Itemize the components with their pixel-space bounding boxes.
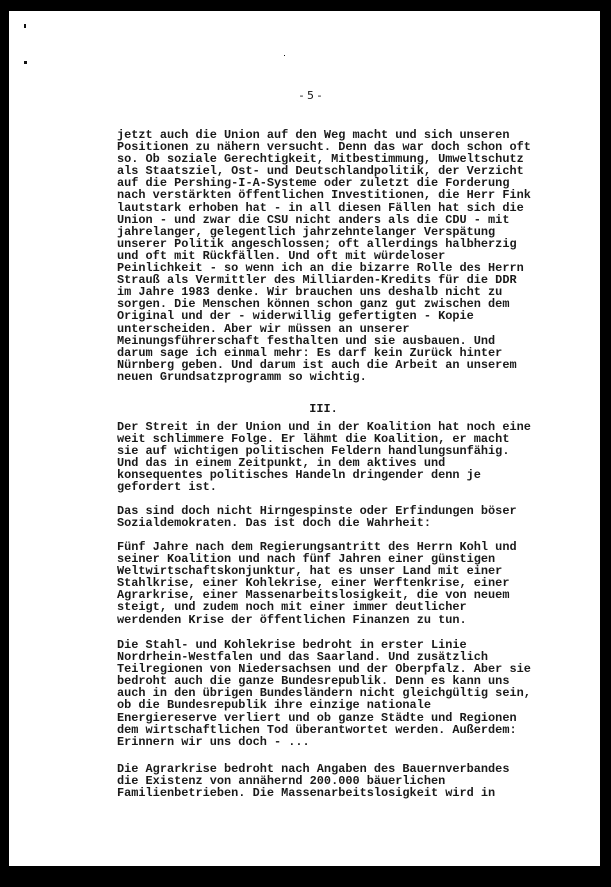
text-line: neuen Grundsatzprogramm so wichtig. bbox=[117, 369, 367, 384]
text-line: Die Agrarkrise bedroht nach Angaben des Bauernverbandes bbox=[117, 762, 510, 776]
paragraph bbox=[117, 763, 509, 799]
text-line: seiner Koalition und nach fünf Jahren einer günstigen bbox=[117, 552, 496, 567]
text-line: konsequentes politisches Handeln dringender denn je bbox=[117, 468, 481, 483]
text-line: so. Ob soziale Gerechtigkeit, Mitbestimmung, Umweltschutz bbox=[117, 152, 524, 167]
paragraph bbox=[117, 541, 517, 626]
text-line: sie auf wichtigen politischen Feldern handlungsunfähig. bbox=[117, 444, 510, 459]
text-line: darum sage ich einmal mehr: Es darf kein Zurück hinter bbox=[117, 345, 503, 360]
text-line: Das sind doch nicht Hirngespinste oder Erfindungen böser bbox=[117, 504, 517, 518]
scan-speck bbox=[284, 55, 285, 56]
text-line: Original und der - widerwillig gefertigten - Kopie bbox=[117, 309, 474, 324]
text-line: und oft mit Rückfällen. Und oft mit würdeloser bbox=[117, 248, 446, 263]
section-heading: III. bbox=[309, 402, 338, 416]
text-line: bedroht auch die ganze Bundesrepublik. Denn es kann uns bbox=[117, 674, 510, 689]
scan-speck bbox=[24, 61, 27, 64]
text-line: steigt, und zudem noch mit einer immer deutlicher bbox=[117, 600, 467, 615]
text-line: Und das in einem Zeitpunkt, in dem aktives und bbox=[117, 456, 446, 471]
text-line: Die Stahl- und Kohlekrise bedroht in erster Linie bbox=[117, 638, 467, 652]
text-line: sorgen. Die Menschen können schon ganz gut zwischen dem bbox=[117, 297, 510, 312]
text-line: Familienbetrieben. Die Massenarbeitslosigkeit wird in bbox=[117, 786, 496, 801]
text-line: Teilregionen von Niedersachsen und der Oberpfalz. Aber sie bbox=[117, 662, 531, 677]
text-line: werdenden Krise der öffentlichen Finanzen zu tun. bbox=[117, 612, 467, 627]
text-line: Agrarkrise, einer Massenarbeitslosigkeit, die von neuem bbox=[117, 588, 510, 603]
text-line: jetzt auch die Union auf den Weg macht und sich unseren bbox=[117, 128, 510, 142]
text-line: Positionen zu nähern versucht. Denn das war doch schon oft bbox=[117, 140, 531, 155]
text-line: Peinlichkeit - so wenn ich an die bizarre Rolle des Herrn bbox=[117, 261, 524, 276]
text-line: Der Streit in der Union und in der Koalition hat noch eine bbox=[117, 420, 531, 434]
text-line: Stahlkrise, einer Kohlekrise, einer Werftenkrise, einer bbox=[117, 576, 510, 591]
scan-speck bbox=[24, 24, 26, 28]
text-line: ob die Bundesrepublik ihre einzige nationale bbox=[117, 698, 431, 713]
text-line: als Staatsziel, Ost- und Deutschlandpolitik, der Verzicht bbox=[117, 164, 524, 179]
text-line: Nordrhein-Westfalen und das Saarland. Und zusätzlich bbox=[117, 650, 489, 665]
text-line: unserer Politik angeschlossen; oft allerdings halbherzig bbox=[117, 236, 517, 251]
text-line: Strauß als Vermittler des Milliarden-Kredits für die DDR bbox=[117, 273, 517, 288]
text-line: nach verstärkten öffentlichen Investitionen, die Herr Fink bbox=[117, 188, 531, 203]
text-line: im Jahre 1983 denke. Wir brauchen uns deshalb nicht zu bbox=[117, 285, 503, 300]
text-line: Energiereserve verliert und ob ganze Städte und Regionen bbox=[117, 710, 517, 725]
text-line: Sozialdemokraten. Das ist doch die Wahrheit: bbox=[117, 516, 431, 531]
text-line: Nürnberg geben. Und darum ist auch die Arbeit an unserem bbox=[117, 357, 517, 372]
text-line: lautstark erhoben hat - in all diesen Fällen hat sich die bbox=[117, 200, 524, 215]
page-number: - 5 - bbox=[299, 89, 322, 102]
text-line: weit schlimmere Folge. Er lähmt die Koalition, er macht bbox=[117, 432, 510, 447]
paragraph bbox=[117, 639, 531, 748]
text-line: gefordert ist. bbox=[117, 480, 217, 495]
text-line: die Existenz von annähernd 200.000 bäuerlichen bbox=[117, 774, 446, 789]
text-line: Fünf Jahre nach dem Regierungsantritt des Herrn Kohl und bbox=[117, 540, 517, 554]
text-line: auch in den übrigen Bundesländern nicht gleichgültig sein, bbox=[117, 686, 531, 701]
paragraph bbox=[117, 421, 531, 494]
document-page bbox=[9, 11, 600, 866]
text-line: Erinnern wir uns doch - ... bbox=[117, 734, 310, 749]
text-line: auf die Pershing-I-A-Systeme oder zuletzt die Forderung bbox=[117, 176, 510, 191]
text-line: Weltwirtschaftskonjunktur, hat es unser Land mit einer bbox=[117, 564, 503, 579]
paragraph bbox=[117, 505, 517, 529]
paragraph bbox=[117, 129, 531, 383]
text-line: jahrelanger, gelegentlich jahrzehntelanger Verspätung bbox=[117, 224, 496, 239]
text-line: Union - und zwar die CSU nicht anders als die CDU - mit bbox=[117, 212, 510, 227]
text-line: dem wirtschaftlichen Tod überantwortet werden. Außerdem: bbox=[117, 722, 517, 737]
text-line: unterscheiden. Aber wir müssen an unserer bbox=[117, 321, 410, 336]
text-line: Meinungsführerschaft festhalten und sie ausbauen. Und bbox=[117, 333, 496, 348]
